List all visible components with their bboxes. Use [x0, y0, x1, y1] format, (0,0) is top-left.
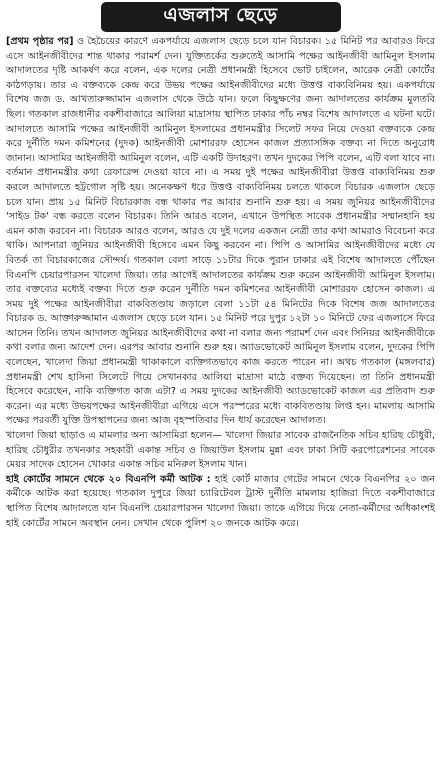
paragraph-1-text: ও হৈচৈয়ের কারণে একপর্যায়ে এজলাস ছেড়ে চলে যান বিচারক। ১৫ মিনিট পর আবারও ফিরে এসে আইনজীবীদের শান্ত থাকার পরামর্শ দেন। যুক্তিতর্কের শুরুতেই আসামি পক্ষের আইনজীবী আমিনুল ইসলাম আদালতের দৃষ্টি আকর্ষণ করে বলেন, এক দলের নেত্রী প্রধানমন্ত্রী হিসেবে ভোট চাইলেন, আরেক নেত্রী কোর্টের কাঠগড়ায়। তার এ বক্তব্যকে কেন্দ্র করে উভয় পক্ষের আইনজীবীদের মধ্যে উত্তপ্ত বাক্যবিনিময় হয়। একপর্যায়ে বিশেষ জজ ড. আখতারুজ্জামান এজলাস থেকে উঠে যান। ফলে কিছুক্ষণের জন্য আদালতের কার্যক্রম মুলতবি ছিল। গতকাল রাজধানীর বকশীবাজারে আলিয়া মাদ্রাসায় স্থাপিত ঢাকার পাঁচ নম্বর বিশেষ আদালতে এ ঘটনা ঘটে। আদালতে আসামি পক্ষের আইনজীবী আমিনুল ইসলামের প্রধানমন্ত্রীর সিলেট সফর নিয়ে দেওয়া বক্তব্যকে কেন্দ্র করে দুর্নীতি দমন কমিশনের (দুদক) আইনজীবী মোশাররফ হোসেন কাজল প্রত্যাসঙ্গিক বক্তব্য না দিতে অনুরোধ জানান। আসামির আইনজীবী আমিনুল বলেন, এটি একটি উদাহরণ। তখন দুদকের পিপি বলেন, এটি বলা যাবে না। বর্তমান প্রধানমন্ত্রীর কথা রেফারেন্স দেওয়া যাবে না। এ সময় দুই পক্ষের আইনজীবীরা উত্তপ্ত বাক্যবিনিময় শুরু করলে আদালতে হট্টগোল সৃষ্টি হয়। অনেকক্ষণ ধরে উত্তপ্ত বাক্যবিনিময় চলতে থাকলে বিচারক এজলাস ছেড়ে চলে যান। প্রায় ১৫ মিনিট বিচারকাজ বন্ধ থাকার পর আবার শুনানি শুরু হয়। এ সময় জুনিয়র আইনজীবীদের 'সাইড টক' বন্ধ করতে বলেন বিচারক। তিনি আরও বলেন, এখানে উপস্থিত সাবেক প্রধানমন্ত্রীর সম্মানহানি হয় এমন কাজ করবেন না। বিচারক আরও বলেন, আরও যে দুই দলের একজন নেত্রী তার কথা আমরাও বিবেচনা করে থাকি। আপনারা জুনিয়র আইনজীবী হিসেবে এমন কিছু করবেন না। পিপি ও আসামির আইনজীবীদের মধ্যে যে বিতর্ক তা বিচারকাজের সৌন্দর্য। গতকাল বেলা সাড়ে ১১টার দিকে পুরান ঢাকার এই বিশেষ আদালতে পৌঁছেন বিএনপি চেয়ারপারসন খালেদা জিয়া। তার আগেই আদালতের কার্যক্রম শুরু করেন আইনজীবী আমিনুল ইসলাম। তার বক্তব্যের মধ্যেই বক্তব্য দিতে শুরু করেন দুর্নীতি দমন কমিশনের আইনজীবী মোশাররফ হোসেন কাজল। এ সময় দুই পক্ষের আইনজীবীরা বাকবিতণ্ডায় জড়ালে বেলা ১১টা ৫৪ মিনিটের দিকে বিশেষ জজ আদালতের বিচারক ড. আক্তারুজ্জামান এজলাস ছেড়ে চলে যান। ১৫ মিনিট পরে দুপুর ১২টা ১০ মিনিটে ফের এজলাসে ফিরে আসেন তিনি। তখন আদালত জুনিয়র আইনজীবীদের কথা না বলার জন্য পরামর্শ দেন এবং সিনিয়র আইনজীবীকে কথা বলার জন্য আদেশ দেন। এরপর আবার শুনানি শুরু হয়। অ্যাডভোকেট আমিনুল ইসলাম বলেন, দুদকের পিপি বলেছেন, খালেদা জিয়া প্রধানমন্ত্রী থাকাকালে ব্যক্তিগতভাবে কাজ করতে পারেন না। অথচ গতকাল (মঙ্গলবার) প্রধানমন্ত্রী শেখ হাসিনা সিলেটে গিয়ে সেখানকার আলিয়া মাদ্রাসা মাঠে বক্তব্য দিয়েছেন। তা তিনি প্রধানমন্ত্রী হিসেবে করেছেন, নাকি ব্যক্তিগত কাজ এটা? এ সময় দুদকের আইনজীবী অ্যাডভোকেট কাজল এর প্রতিবাদ শুরু করেন। এর মধ্যে উভয়পক্ষের আইনজীবীরা এগিয়ে এসে পরস্পরের মধ্যে বাকবিতণ্ডায় লিপ্ত হন। মামলায় আসামি পক্ষের পরবর্তী যুক্তি উপস্থাপনের জন্য আজ বৃহস্পতিবার দিন ধার্য করেছেন আদালত। [6, 36, 435, 427]
article-paragraph-2 [6, 429, 435, 473]
paragraph-2-text: খালেদা জিয়া ছাড়াও এ মামলার অন্য আসামিরা হলেন— খালেদা জিয়ার সাবেক রাজনৈতিক সচিব হারিছ চৌধুরী, হারিছ চৌধুরীর তখনকার সহকারী একান্ত সচিব ও জিয়াউল ইসলাম মুন্না এবং ঢাকা সিটি করপোরেশনের সাবেক মেয়র সাদেক হোসেন খোকার একান্ত সচিব মনিরুল ইসলাম খান। [6, 430, 435, 471]
article-paragraph-1 [6, 35, 435, 429]
continuation-label: [প্রথম পৃষ্ঠার পর] [6, 36, 74, 47]
article-body [6, 35, 435, 531]
headline-banner [101, 2, 341, 32]
paragraph-3-text: হাই কোর্ট মাজার গেটের সামনে থেকে বিএনপির ২০ জন কর্মীকে আটক করা হয়েছে। গতকাল দুপুরে জিয়া চ্যারিটেবল ট্রাস্ট দুর্নীতি মামলায় হাজিরা দিতে বকশীবাজারে স্থাপিত বিশেষ আদালতে যান বিএনপি চেয়ারপারসন খালেদা জিয়া। তাকে এগিয়ে দিয়ে নেতা-কর্মীদের অধিকাংশই হাই কোর্টের সামনে অবস্থান নেন। সেখান থেকে পুলিশ ২০ জনকে আটক করে। [6, 473, 436, 529]
article-paragraph-3 [6, 473, 435, 531]
headline: এজলাস ছেড়ে [163, 4, 278, 26]
subhead: হাই কোর্টের সামনে থেকে ২০ বিএনপি কর্মী আটক : [6, 473, 211, 485]
